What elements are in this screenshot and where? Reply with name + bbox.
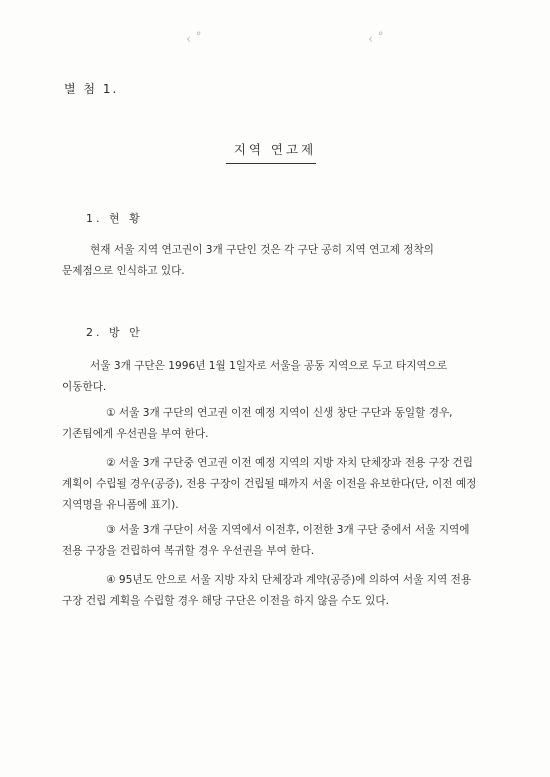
- faint-mark-left: ‹ ˚: [186, 32, 202, 47]
- paragraph-plan-item-1: ① 서울 3개 구단의 연고권 이전 예정 지역이 신생 창단 구단과 동일할 경우, 기존팀에게 우선권을 부여 한다.: [62, 407, 453, 440]
- section-heading-plan: 2. 방 안: [86, 326, 143, 339]
- paragraph-plan-item-3: ③ 서울 3개 구단이 서울 지역에서 이전후, 이전한 3개 구단 중에서 서울 지역에 전용 구장을 건립하여 복귀할 경우 우선권을 부여 한다.: [62, 524, 470, 557]
- paragraph-plan-intro: 서울 3개 구단은 1996년 1월 1일자로 서울을 공동 지역으로 두고 타지역으로 이동한다.: [62, 360, 448, 393]
- title-underline: [226, 163, 316, 164]
- section-heading-status: 1. 현 황: [86, 212, 143, 225]
- paragraph-plan-item-4: ④ 95년도 안으로 서울 지방 자치 단체장과 계약(공증)에 의하여 서울 지역 전용 구장 건립 계획을 수립할 경우 해당 구단은 이전을 하지 않을 수도 있다.: [62, 574, 472, 607]
- attachment-label: 별 첨 1.: [64, 82, 119, 96]
- faint-mark-right: ‹ ˚: [368, 32, 384, 47]
- document-title: 지역 연고제: [233, 142, 317, 157]
- paragraph-plan-item-2: ② 서울 3개 구단중 연고권 이전 예정 지역의 지방 자치 단체장과 전용 구장 건립 계획이 수립될 경우(공증), 전용 구장이 건립될 때까지 서울 이전을 유보한다(단, 이전 예정 지역명을 유니폼에 표기).: [62, 457, 477, 511]
- paragraph-status: 현재 서울 지역 연고권이 3개 구단인 것은 각 구단 공히 지역 연고제 정착의 문제점으로 인식하고 있다.: [62, 244, 434, 277]
